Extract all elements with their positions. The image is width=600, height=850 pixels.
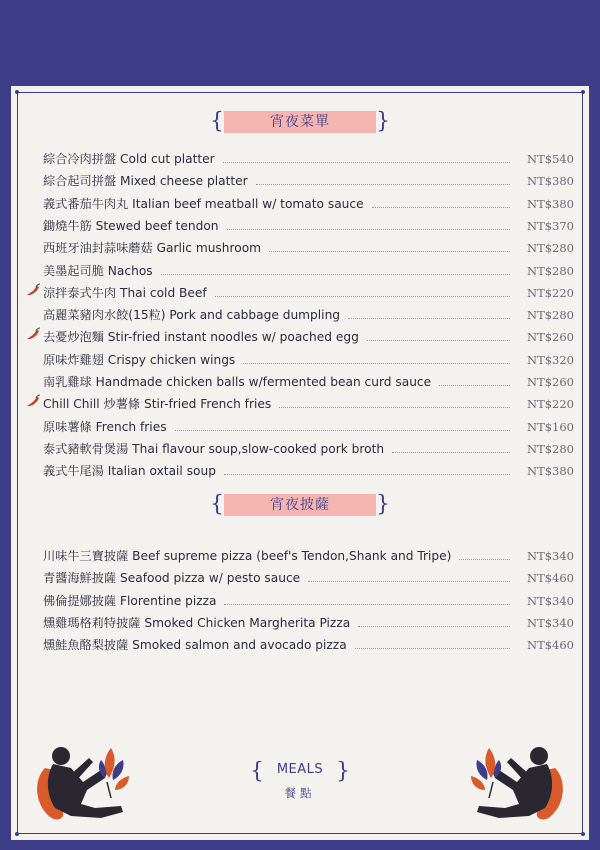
menu-item-price: NT$370 — [527, 218, 574, 233]
menu-item-price: NT$380 — [527, 464, 574, 479]
dot-leader — [224, 604, 510, 605]
menu-item-price: NT$220 — [527, 285, 574, 300]
menu-item-price: NT$340 — [527, 593, 574, 608]
menu-item-row — [11, 413, 589, 435]
section-title-late-night-menu — [210, 111, 390, 133]
menu-item-row — [11, 564, 589, 586]
menu-item-name: 燻雞瑪格莉特披薩 Smoked Chicken Margherita Pizza — [43, 615, 351, 630]
menu-item-row — [11, 190, 589, 212]
menu-item-row — [11, 609, 589, 631]
dot-leader — [227, 229, 510, 230]
section-title-label: 宵夜披薩 — [224, 494, 376, 516]
dot-leader — [224, 474, 510, 475]
menu-item-row — [11, 257, 589, 279]
menu-item-name: Chill Chill 炒薯條 Stir-fried French fries — [43, 397, 272, 412]
dot-leader — [459, 559, 510, 560]
seated-figure-illustration-right — [459, 738, 569, 822]
chili-pepper-icon — [25, 393, 41, 407]
menu-item-name: 原味炸雞翅 Crispy chicken wings — [43, 352, 236, 367]
menu-item-price: NT$380 — [527, 174, 574, 189]
dot-leader — [175, 430, 510, 431]
footer-meals-label — [250, 759, 350, 801]
section-title-late-night-pizza — [210, 494, 390, 516]
menu-item-name: 義式番茄牛肉丸 Italian beef meatball w/ tomato sauce — [43, 196, 364, 211]
menu-item-row — [11, 301, 589, 323]
dot-leader — [243, 363, 510, 364]
dot-leader — [367, 340, 510, 341]
menu-item-name: 鋤燒牛筋 Stewed beef tendon — [43, 218, 219, 233]
menu-item-name: 涼拌泰式牛肉 Thai cold Beef — [43, 285, 207, 300]
left-brace-ornament: { — [210, 492, 224, 517]
menu-item-name: 綜合冷肉拼盤 Cold cut platter — [43, 152, 215, 166]
menu-item-name: 燻鮭魚酪梨披薩 Smoked salmon and avocado pizza — [43, 638, 347, 653]
right-brace-ornament: } — [336, 759, 350, 784]
menu-item-name: 南乳雞球 Handmade chicken balls w/fermented bean curd sauce — [43, 375, 432, 389]
menu-item-name: 佛倫提娜披薩 Florentine pizza — [43, 593, 217, 608]
left-brace-ornament: { — [210, 109, 224, 134]
dot-leader — [269, 251, 510, 252]
menu-item-name: 泰式豬軟骨煲湯 Thai flavour soup,slow-cooked pork broth — [43, 441, 385, 456]
menu-item-price: NT$340 — [527, 615, 574, 630]
dot-leader — [215, 296, 510, 297]
section-title-label: 宵夜菜單 — [224, 111, 376, 133]
dot-leader — [256, 184, 510, 185]
dot-leader — [372, 207, 510, 208]
menu-item-row — [11, 631, 589, 653]
chili-pepper-icon — [25, 282, 41, 296]
dot-leader — [355, 648, 510, 649]
menu-item-row — [11, 167, 589, 189]
menu-item-name: 青醬海鮮披薩 Seafood pizza w/ pesto sauce — [43, 571, 301, 586]
menu-item-name: 原味薯條 French fries — [43, 419, 167, 434]
right-brace-ornament: } — [376, 109, 390, 134]
dot-leader — [161, 274, 510, 275]
menu-item-row — [11, 368, 589, 390]
menu-item-name: 川味牛三寶披薩 Beef supreme pizza (beef's Tendon,Shank and Tripe) — [43, 549, 452, 563]
menu-item-row — [11, 457, 589, 479]
menu-item-row — [11, 542, 589, 564]
menu-item-name: 高麗菜豬肉水餃(15粒) Pork and cabbage dumpling — [43, 308, 341, 323]
dot-leader — [279, 407, 510, 408]
menu-item-price: NT$340 — [527, 549, 574, 563]
dot-leader — [439, 385, 510, 386]
menu-card — [11, 86, 589, 840]
menu-item-price: NT$220 — [527, 397, 574, 412]
menu-item-price: NT$280 — [527, 263, 574, 278]
menu-item-name: 西班牙油封蒜味蘑菇 Garlic mushroom — [43, 241, 262, 256]
dot-leader — [392, 452, 510, 453]
menu-item-row — [11, 279, 589, 301]
menu-item-row — [11, 323, 589, 345]
menu-item-name: 義式牛尾湯 Italian oxtail soup — [43, 464, 216, 479]
menu-item-price: NT$460 — [527, 638, 574, 653]
menu-item-price: NT$160 — [527, 419, 574, 434]
corner-ornament — [581, 90, 585, 94]
menu-item-price: NT$460 — [527, 571, 574, 586]
menu-item-price: NT$380 — [527, 196, 574, 211]
menu-item-price: NT$280 — [527, 308, 574, 323]
footer-label-en: MEALS — [276, 762, 324, 777]
menu-item-name: 去憂炒泡麵 Stir-fried instant noodles w/ poached egg — [43, 330, 359, 345]
left-brace-ornament: { — [250, 759, 264, 784]
dot-leader — [358, 626, 510, 627]
corner-ornament — [15, 90, 19, 94]
menu-item-row — [11, 234, 589, 256]
dot-leader — [348, 318, 510, 319]
menu-item-price: NT$320 — [527, 352, 574, 367]
right-brace-ornament: } — [376, 492, 390, 517]
menu-item-row — [11, 145, 589, 167]
menu-item-row — [11, 212, 589, 234]
menu-item-name: 美墨起司脆 Nachos — [43, 263, 153, 278]
corner-ornament — [581, 832, 585, 836]
menu-item-price: NT$280 — [527, 441, 574, 456]
footer-label-cn: 餐點 — [284, 786, 316, 800]
corner-ornament — [15, 832, 19, 836]
menu-item-price: NT$260 — [527, 330, 574, 345]
menu-item-name: 綜合起司拼盤 Mixed cheese platter — [43, 174, 248, 189]
menu-item-row — [11, 435, 589, 457]
dot-leader — [223, 162, 510, 163]
menu-item-price: NT$280 — [527, 241, 574, 256]
dot-leader — [308, 581, 510, 582]
chili-pepper-icon — [25, 326, 41, 340]
menu-item-row — [11, 587, 589, 609]
menu-item-row — [11, 390, 589, 412]
menu-item-price: NT$540 — [527, 152, 574, 166]
seated-figure-illustration-left — [31, 738, 141, 822]
menu-item-row — [11, 346, 589, 368]
menu-item-price: NT$260 — [527, 375, 574, 389]
